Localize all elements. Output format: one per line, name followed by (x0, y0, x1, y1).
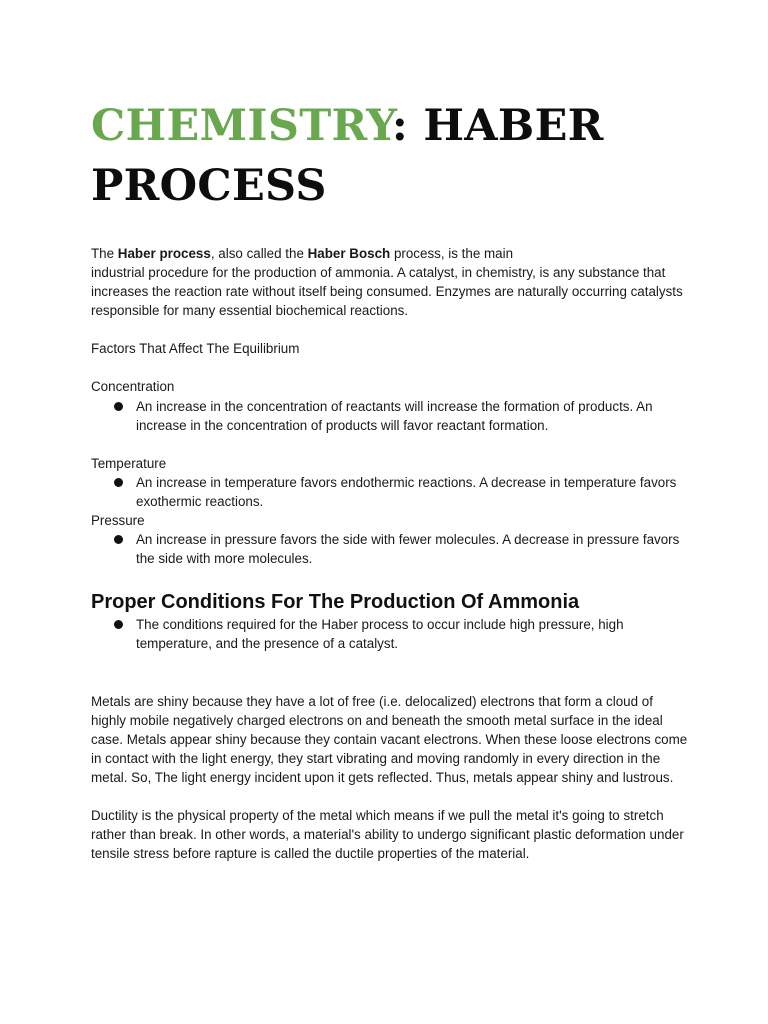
conditions-bullet-text: The conditions required for the Haber process to occur include high pressure, high temperature, and the presence of a catalyst. (136, 617, 624, 652)
intro-paragraph (91, 244, 691, 320)
pressure-label: Pressure (91, 513, 145, 529)
temperature-label: Temperature (91, 455, 167, 471)
list-item (91, 473, 691, 511)
ductility-paragraph: Ductility is the physical property of the metal which means if we pull the metal it's going to stretch rather than break. In other words, a material's ability to undergo significant plastic deformation under tensile stress before rapture is called the ductile properties of the material. (91, 807, 684, 862)
intro-text-1: The (91, 246, 118, 261)
intro-bold-haber-process: Haber process (117, 246, 211, 261)
title-rest-line2: PROCESS (91, 161, 327, 211)
document-body (91, 96, 691, 863)
temperature-bullet-text: An increase in temperature favors endothermic reactions. A decrease in temperature favors exothermic reactions. (136, 474, 677, 509)
list-item (91, 530, 691, 568)
bullet-dot-icon (114, 402, 123, 411)
pressure-list (91, 530, 691, 568)
metals-paragraph: Metals are shiny because they have a lot of free (i.e. delocalized) electrons that form a cloud of highly mobile negatively charged electrons on and beneath the smooth metal surface in the ideal case. Metals appear shiny because they contain vacant electrons. When these loose electrons come in contact with the light energy, they start vibrating and moving randomly in every direction in the metal. So, The light energy incident upon it gets reflected. Thus, metals appear shiny and lustrous. (91, 693, 688, 785)
intro-text-2: , also called the (210, 246, 308, 261)
concentration-label: Concentration (91, 379, 175, 395)
bullet-dot-icon (114, 535, 123, 544)
concentration-list (91, 397, 691, 435)
intro-text-3: process, is the main (390, 246, 514, 261)
bullet-dot-icon (114, 478, 123, 487)
concentration-bullet-text: An increase in the concentration of reactants will increase the formation of products. An increase in the concentration of products will favor reactant formation. (136, 398, 653, 433)
intro-bold-haber-bosch: Haber Bosch (307, 246, 391, 261)
page-title (91, 96, 691, 216)
intro-text-4: industrial procedure for the production of ammonia. A catalyst, in chemistry, is any substance that increases the reaction rate without itself being consumed. Enzymes are naturally occurring catalysts responsible for many essential biochemical reactions. (91, 265, 683, 319)
conditions-list (91, 615, 691, 653)
title-rest-line1: : HABER (391, 101, 604, 151)
bullet-dot-icon (114, 620, 123, 629)
list-item (91, 397, 691, 435)
factors-heading: Factors That Affect The Equilibrium (91, 341, 300, 357)
temperature-list (91, 473, 691, 511)
section-heading-conditions: Proper Conditions For The Production Of Ammonia (91, 591, 580, 614)
title-accent: CHEMISTRY (91, 101, 392, 151)
pressure-bullet-text: An increase in pressure favors the side with fewer molecules. A decrease in pressure favors the side with more molecules. (136, 532, 680, 567)
list-item (91, 615, 691, 653)
